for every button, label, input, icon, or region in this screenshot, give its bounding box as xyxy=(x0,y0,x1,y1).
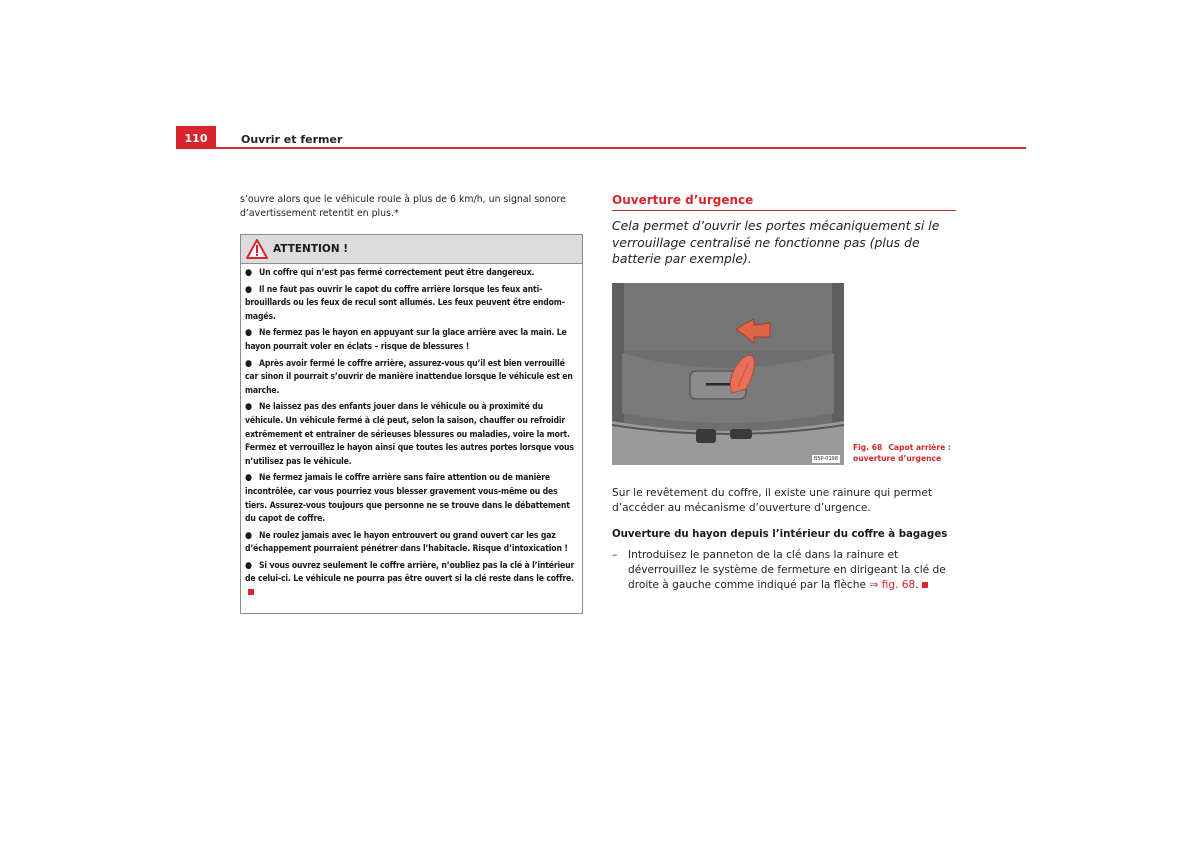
chapter-title: Ouvrir et fermer xyxy=(241,133,343,146)
section-title: Ouverture d’urgence xyxy=(612,193,754,207)
warning-box xyxy=(240,234,583,614)
figure-number: Fig. 68 xyxy=(853,443,883,452)
instruction-heading: Ouverture du hayon depuis l’intérieur du coffre à bagages xyxy=(612,529,948,540)
figure-caption xyxy=(853,442,963,464)
header-rule xyxy=(176,147,1026,149)
end-of-section-marker xyxy=(922,582,928,588)
page-number: 110 xyxy=(176,126,216,148)
warning-list xyxy=(241,264,582,601)
body-paragraph: Sur le revêtement du coffre, il existe une rainure qui permet d’accéder au mécanisme d’ouverture d’urgence. xyxy=(612,487,932,514)
warning-item: ● Il ne faut pas ouvrir le capot du coffre arrière lorsque les feux anti-brouillards ou les feux de recul sont allumés. Les feux peuvent être endommagés. xyxy=(245,284,565,322)
warning-triangle-icon xyxy=(246,239,268,259)
instruction-step: – Introduisez le panneton de la clé dans la rainure et déverrouillez le système de fermeture en dirigeant la clé de droite à gauche comme indiqué par la flèche ⇒ fig. 68. xyxy=(612,549,946,591)
warning-item: ● Si vous ouvrez seulement le coffre arrière, n’oubliez pas la clé à l’intérieur de celui-ci. Le véhicule ne pourra pas être ouvert si la clé reste dans le coffre. xyxy=(245,560,577,601)
figure-caption-text: Capot arrière : ouverture d’urgence xyxy=(853,443,951,463)
end-of-section-marker xyxy=(248,589,254,595)
section-rule xyxy=(612,210,956,211)
intro-paragraph: s’ouvre alors que le véhicule roule à plus de 6 km/h, un signal sonore d’avertissement retentit en plus.* xyxy=(240,194,566,219)
warning-header xyxy=(241,235,582,264)
warning-item: ● Après avoir fermé le coffre arrière, assurez-vous qu’il est bien verrouillé car sinon il pourrait s’ouvrir de manière inattendue lorsque le véhicule est en marche. xyxy=(245,358,573,396)
trunk-illustration xyxy=(612,283,844,465)
warning-item: ● Ne roulez jamais avec le hayon entrouvert ou grand ouvert car les gaz d’échappement pourraient pénétrer dans l’habitacle. Risque d’intoxication ! xyxy=(245,530,568,555)
figure-code: B5P-0198 xyxy=(813,456,838,462)
warning-item: ● Un coffre qui n’est pas fermé correctement peut être dangereux. xyxy=(245,268,535,278)
step-dash: – xyxy=(612,549,618,561)
warning-item: ● Ne fermez pas le hayon en appuyant sur la glace arrière avec la main. Le hayon pourrait voler en éclats – risque de blessures ! xyxy=(245,328,567,352)
figure-reference-link[interactable]: ⇒ fig. 68 xyxy=(869,579,916,591)
figure-trunk-emergency-release xyxy=(612,283,844,465)
section-lead: Cela permet d’ouvrir les portes mécaniquement si le verrouillage centralisé ne fonctionne pas (plus de batterie par exemple). xyxy=(612,218,940,266)
warning-item: ● Ne laissez pas des enfants jouer dans le véhicule ou à proximité du véhicule. Un véhicule fermé à clé peut, selon la saison, chauffer ou refroidir extrêmement et entraîner de sérieuses blessures ou maladies, voire la mort. Fermez et verrouillez le hayon ainsi que toutes les autres portes lorsque vous n’utilisez pas le véhicule. xyxy=(245,402,574,467)
warning-title: ATTENTION ! xyxy=(273,243,349,255)
warning-item: ● Ne fermez jamais le coffre arrière sans faire attention ou de manière incontrôlée, car vous pourriez vous blesser gravement vous-même ou des tiers. Assurez-vous toujours que personne ne se trouve dans le débattement du capot de coffre. xyxy=(245,473,570,525)
step-text: Introduisez le panneton de la clé dans la rainure et déverrouillez le système de fermeture en dirigeant la clé de droite à gauche comme indiqué par la flèche xyxy=(628,549,946,591)
